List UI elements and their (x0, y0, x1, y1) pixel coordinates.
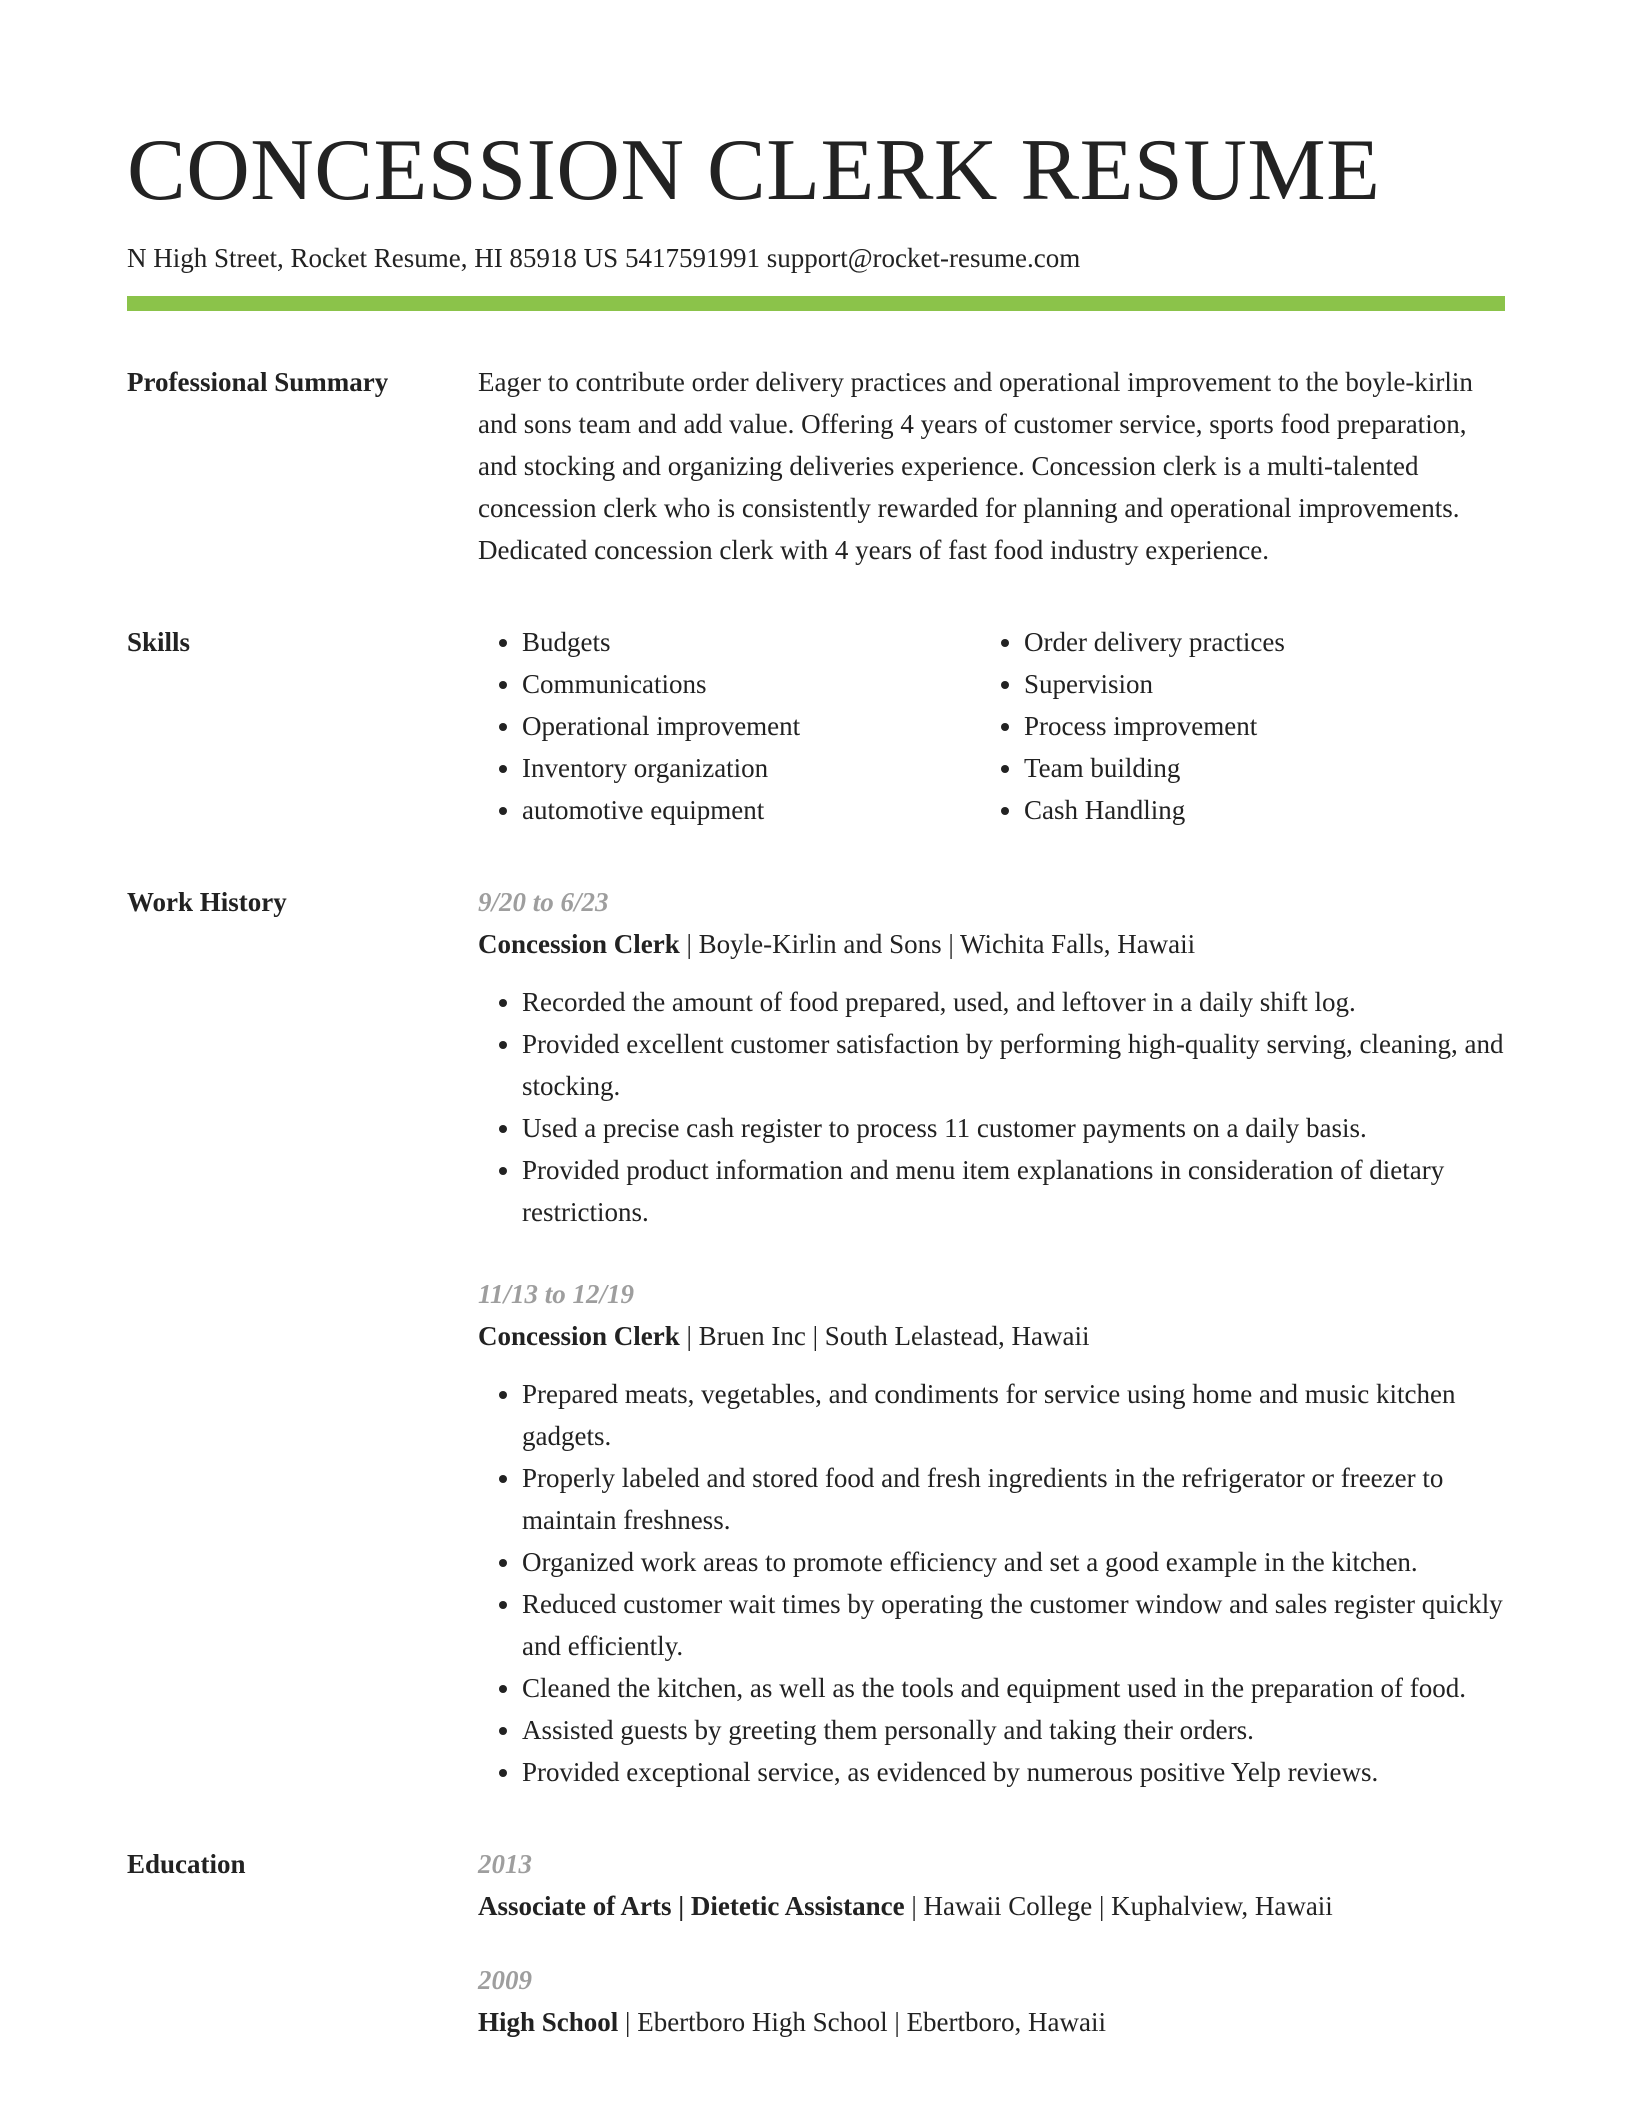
duty-item: • Assisted guests by greeting them personally and taking their orders. (522, 1709, 1505, 1751)
job-employer-location: | Boyle-Kirlin and Sons | Wichita Falls, Hawaii (679, 929, 1196, 959)
duty-item: • Reduced customer wait times by operating the customer window and sales register quickly and efficiently. (522, 1583, 1505, 1667)
duty-item: • Properly labeled and stored food and fresh ingredients in the refrigerator or freezer to maintain freshness. (522, 1457, 1505, 1541)
page-title: CONCESSION CLERK RESUME (127, 122, 1381, 219)
job-dates: 11/13 to 12/19 (478, 1279, 635, 1309)
job-header (478, 923, 1505, 965)
education-year: 2013 (478, 1849, 532, 1879)
skill-item: • Order delivery practices (1024, 621, 1482, 663)
job-title: Concession Clerk (478, 1321, 680, 1351)
job-dates: 9/20 to 6/23 (478, 887, 609, 917)
skills-heading: Skills (127, 627, 191, 657)
duty-item: • Prepared meats, vegetables, and condiments for service using home and music kitchen gadgets. (522, 1373, 1505, 1457)
job-title: Concession Clerk (478, 929, 680, 959)
skill-item: • Budgets (522, 621, 980, 663)
job-duties (478, 1373, 1505, 1793)
duty-item: • Provided product information and menu item explanations in consideration of dietary restrictions. (522, 1149, 1505, 1233)
duty-item: • Cleaned the kitchen, as well as the tools and equipment used in the preparation of food. (522, 1667, 1505, 1709)
duty-item: • Recorded the amount of food prepared, used, and leftover in a daily shift log. (522, 981, 1505, 1023)
skills-list-left (478, 621, 980, 831)
summary-section (127, 361, 1505, 571)
job-entry (478, 1273, 1505, 1793)
duty-item: • Organized work areas to promote efficiency and set a good example in the kitchen. (522, 1541, 1505, 1583)
education-school-location: | Ebertboro High School | Ebertboro, Hawaii (618, 2007, 1106, 2037)
education-heading: Education (127, 1849, 246, 1879)
job-duties (478, 981, 1505, 1233)
summary-text: Eager to contribute order delivery practices and operational improvement to the boyle-kirlin and sons team and add value. Offering 4 years of customer service, sports food preparation, and stocking and organizing deliveries experience. Concession clerk is a multi-talented concession clerk who is consistently rewarded for planning and operational improvements. Dedicated concession clerk with 4 years of fast food industry experience. (478, 367, 1473, 565)
skill-item: • Process improvement (1024, 705, 1482, 747)
contact-line: N High Street, Rocket Resume, HI 85918 US 5417591991 support@rocket-resume.com (127, 243, 1081, 273)
education-header (478, 2001, 1505, 2043)
summary-heading: Professional Summary (127, 367, 389, 397)
skill-item: • Communications (522, 663, 980, 705)
education-degree: Associate of Arts | Dietetic Assistance (478, 1891, 905, 1921)
work-history-section (127, 881, 1505, 1793)
skill-item: • Supervision (1024, 663, 1482, 705)
skills-section (127, 621, 1505, 831)
skill-item: • Inventory organization (522, 747, 980, 789)
education-section (127, 1843, 1505, 2043)
header-divider (127, 296, 1505, 311)
education-entry (478, 1959, 1505, 2043)
education-year: 2009 (478, 1965, 532, 1995)
education-school-location: | Hawaii College | Kuphalview, Hawaii (904, 1891, 1333, 1921)
work-history-heading: Work History (127, 887, 287, 917)
duty-item: • Provided excellent customer satisfaction by performing high-quality serving, cleaning, and stocking. (522, 1023, 1505, 1107)
job-employer-location: | Bruen Inc | South Lelastead, Hawaii (679, 1321, 1090, 1351)
skills-list-right (980, 621, 1482, 831)
skill-item: • automotive equipment (522, 789, 980, 831)
education-entry (478, 1843, 1505, 1927)
job-header (478, 1315, 1505, 1357)
skill-item: • Team building (1024, 747, 1482, 789)
education-degree: High School (478, 2007, 619, 2037)
skill-item: • Operational improvement (522, 705, 980, 747)
duty-item: • Used a precise cash register to process 11 customer payments on a daily basis. (522, 1107, 1505, 1149)
duty-item: • Provided exceptional service, as evidenced by numerous positive Yelp reviews. (522, 1751, 1505, 1793)
job-entry (478, 881, 1505, 1233)
education-header (478, 1885, 1505, 1927)
skill-item: • Cash Handling (1024, 789, 1482, 831)
